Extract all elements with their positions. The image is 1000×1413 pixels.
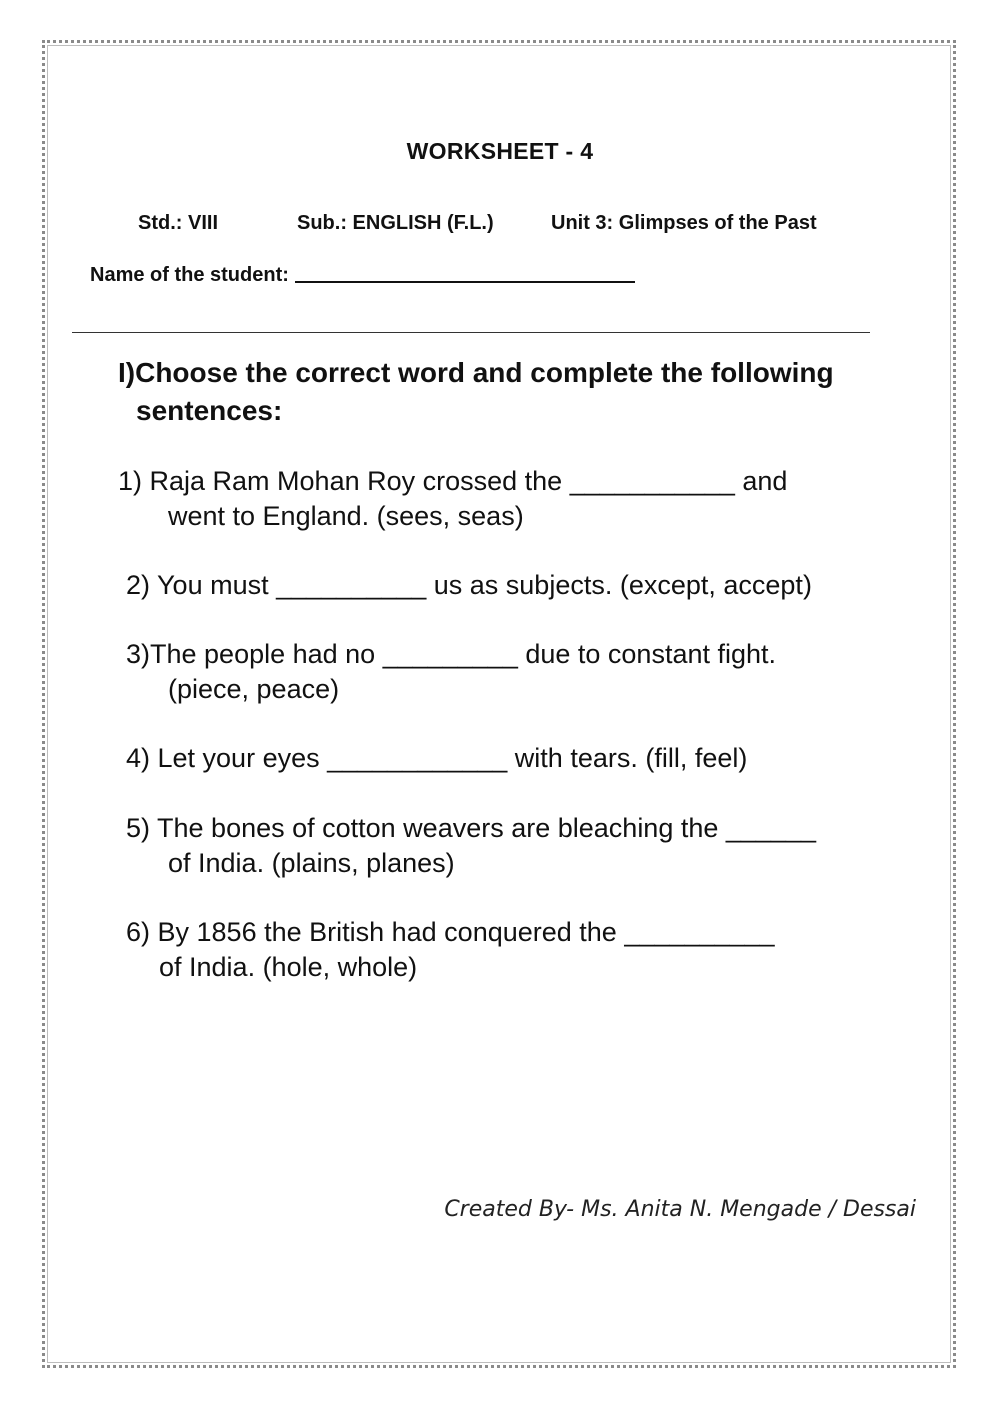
student-name-row — [90, 264, 635, 287]
question-4-line1: 4) Let your eyes ____________ with tears. (fill, feel) — [126, 743, 748, 773]
header-divider — [72, 332, 870, 333]
question-1-line1: 1) Raja Ram Mohan Roy crossed the ___________ and — [118, 466, 788, 496]
question-5-line2: of India. (plains, planes) — [168, 848, 455, 878]
question-1-line2: went to England. (sees, seas) — [168, 501, 524, 531]
student-name-label: Name of the student: — [90, 264, 289, 286]
question-2-line1: 2) You must __________ us as subjects. (except, accept) — [126, 570, 812, 600]
question-3-line2: (piece, peace) — [168, 674, 340, 704]
section-heading-line2: sentences: — [136, 395, 283, 426]
question-2 — [126, 568, 812, 603]
question-5-line1: 5) The bones of cotton weavers are bleaching the ______ — [126, 813, 816, 843]
question-6 — [126, 915, 775, 985]
subject-label: Sub.: ENGLISH (F.L.) — [297, 212, 494, 234]
section-heading — [118, 354, 918, 430]
question-3 — [126, 637, 776, 707]
question-6-line1: 6) By 1856 the British had conquered the __________ — [126, 917, 775, 947]
worksheet-title: WORKSHEET - 4 — [406, 138, 594, 164]
unit-label: Unit 3: Glimpses of the Past — [551, 212, 817, 234]
question-5 — [126, 811, 816, 881]
standard-label: Std.: VIII — [138, 212, 218, 234]
student-name-blank[interactable] — [295, 281, 635, 283]
question-3-line1: 3)The people had no _________ due to constant fight. — [126, 639, 777, 669]
question-4 — [126, 741, 747, 776]
section-heading-line1: I)Choose the correct word and complete the following — [118, 357, 834, 388]
question-6-line2: of India. (hole, whole) — [159, 952, 418, 982]
author-credit: Created By- Ms. Anita N. Mengade / Dessai — [444, 1197, 916, 1222]
question-1 — [118, 464, 787, 534]
